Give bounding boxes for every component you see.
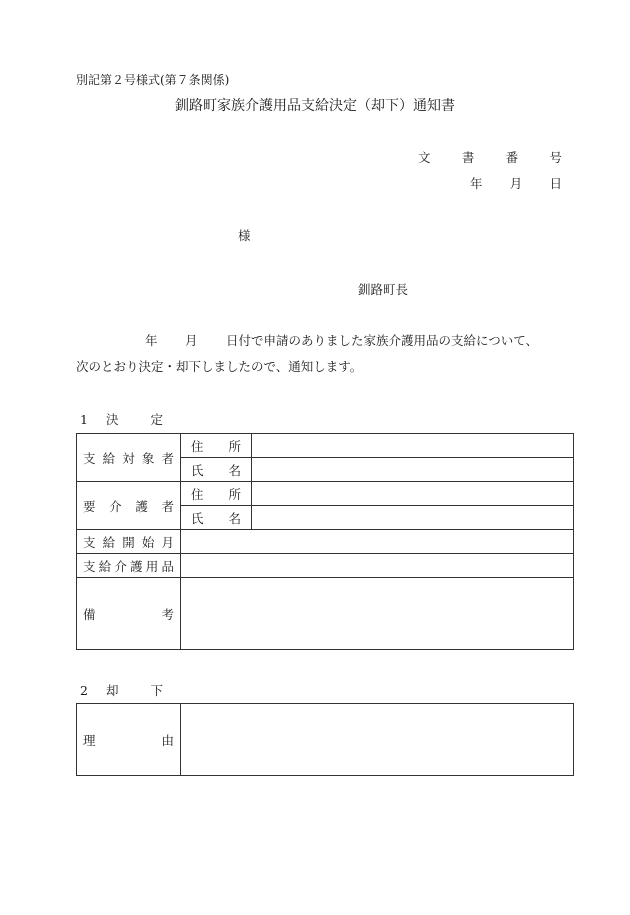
document-number-label [418, 152, 562, 165]
label-char: 理 [83, 732, 96, 748]
supplies-field[interactable] [181, 554, 574, 578]
label-char: 月 [161, 534, 174, 550]
rejection-table [76, 703, 574, 776]
decision-table [76, 433, 574, 650]
label-char: 給 [98, 558, 112, 574]
supplies-label [77, 554, 181, 578]
label-char: 名 [228, 462, 241, 478]
label-char: 護 [130, 558, 143, 574]
label-char: 象 [141, 450, 155, 466]
care-receiver-address-label [181, 482, 252, 506]
body-date-month: 月 [185, 333, 198, 348]
label-char: 氏 [191, 462, 204, 478]
section1-heading-char: 決 [105, 412, 119, 427]
label-char: 住 [191, 486, 204, 502]
label-char: 考 [161, 606, 174, 622]
form-number: 別記第２号様式(第７条関係) [76, 73, 230, 87]
recipient-honorific: 様 [238, 228, 251, 243]
doc-number-char: 番 [505, 150, 519, 165]
date-year-label: 年 [470, 176, 483, 191]
label-char: 支 [83, 558, 96, 574]
doc-number-char: 書 [461, 150, 475, 165]
label-char: 対 [122, 450, 135, 466]
section1-heading-char: 定 [150, 412, 163, 427]
label-char: 開 [122, 534, 135, 550]
reason-label [77, 704, 181, 776]
document-title: 釧路町家族介護用品支給決定（却下）通知書 [175, 98, 455, 114]
label-char: 支 [83, 450, 96, 466]
section2-heading-char: 下 [150, 683, 163, 698]
recipient-address-label [181, 434, 252, 458]
body-date-year: 年 [145, 333, 158, 348]
issue-date-label [470, 178, 562, 191]
date-day-label: 日 [549, 176, 562, 191]
label-char: 品 [161, 558, 174, 574]
care-receiver-name-label [181, 506, 252, 530]
remarks-label [77, 578, 181, 650]
label-char: 要 [83, 498, 96, 514]
label-char: 所 [228, 438, 241, 454]
label-char: 氏 [191, 510, 204, 526]
label-char: 支 [83, 534, 96, 550]
recipient-label-cell [77, 434, 181, 482]
body-text-line1: 日付で申請のありました家族介護用品の支給について、 [226, 333, 539, 348]
start-month-field[interactable] [181, 530, 574, 554]
recipient-address-field[interactable] [252, 434, 574, 458]
recipient-name-field[interactable] [252, 458, 574, 482]
label-char: 護 [135, 498, 148, 514]
care-receiver-label-cell [77, 482, 181, 530]
care-receiver-address-field[interactable] [252, 482, 574, 506]
issuer-name: 釧路町長 [358, 282, 409, 297]
doc-number-char: 号 [549, 150, 562, 165]
date-month-label: 月 [509, 176, 523, 191]
section1-number: 1 [80, 412, 88, 427]
label-char: 介 [109, 498, 122, 514]
body-text-line2: 次のとおり決定・却下しましたので、通知します。 [76, 359, 363, 374]
label-char: 由 [161, 732, 174, 748]
care-receiver-name-field[interactable] [252, 506, 574, 530]
remarks-field[interactable] [181, 578, 574, 650]
section2-number: 2 [80, 683, 88, 698]
label-char: 介 [114, 558, 127, 574]
label-char: 給 [102, 450, 116, 466]
doc-number-char: 文 [418, 150, 431, 165]
recipient-name-label [181, 458, 252, 482]
section2-heading-char: 却 [105, 683, 119, 698]
label-char: 用 [145, 558, 159, 574]
label-char: 所 [228, 486, 241, 502]
label-char: 給 [102, 534, 116, 550]
label-char: 者 [161, 450, 174, 466]
reason-field[interactable] [181, 704, 574, 776]
label-char: 者 [161, 498, 174, 514]
section2-heading [80, 685, 163, 698]
label-char: 住 [191, 438, 204, 454]
label-char: 名 [228, 510, 241, 526]
section1-heading [80, 414, 163, 427]
start-month-label [77, 530, 181, 554]
label-char: 備 [83, 606, 96, 622]
label-char: 始 [141, 534, 155, 550]
